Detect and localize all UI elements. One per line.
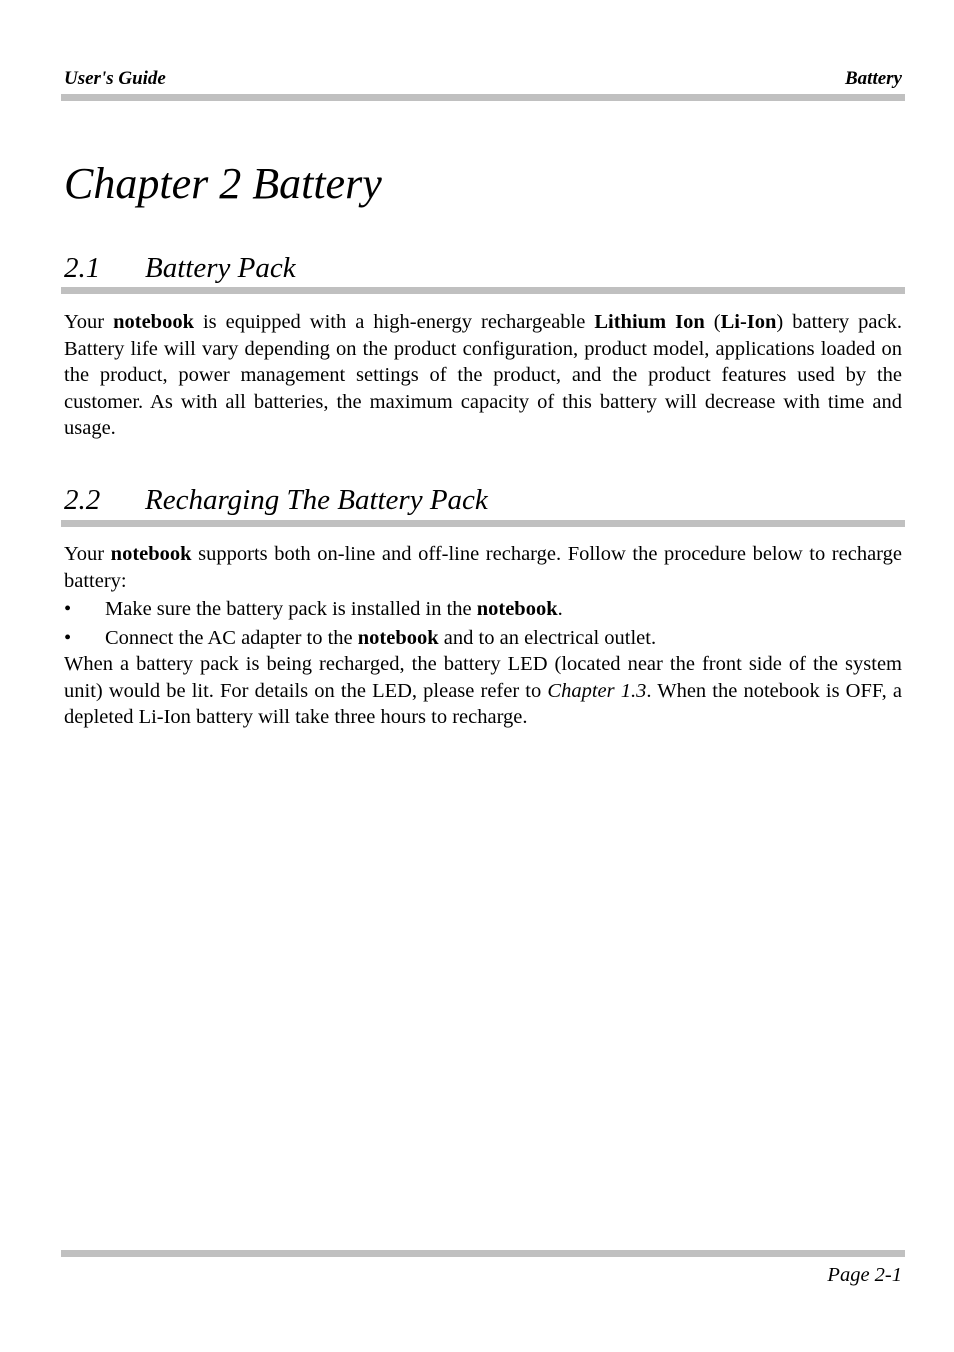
- page-number: Page 2-1: [827, 1264, 902, 1286]
- text-run: supports both on-line and off-line recharge. Follow the procedure below to recharge battery:: [64, 543, 902, 592]
- text-run: .: [557, 598, 563, 620]
- list-item-text: [105, 595, 563, 624]
- text-run: Your: [64, 543, 111, 565]
- text-run: . When the notebook is OFF, a depleted Li-Ion battery will take three hours to recharge.: [64, 679, 902, 729]
- text-run: is equipped with a high-energy rechargeable: [193, 311, 595, 333]
- recharge-intro-paragraph: [64, 541, 902, 594]
- section-number: 2.1: [64, 252, 101, 284]
- bold-term: notebook: [476, 598, 558, 620]
- section-heading-2-2: [64, 483, 902, 517]
- section-title: Recharging The Battery Pack: [145, 484, 488, 516]
- bold-term: Lithium Ion: [594, 311, 705, 333]
- section-title: Battery Pack: [145, 252, 296, 284]
- recharge-closing-paragraph: [64, 651, 902, 731]
- section-rule: [61, 287, 905, 294]
- footer-rule: [61, 1250, 905, 1257]
- text-run: (: [704, 311, 721, 333]
- bold-term: Li-Ion: [720, 311, 777, 333]
- bold-term: notebook: [113, 311, 194, 333]
- chapter-reference: Chapter 1.3: [547, 679, 647, 702]
- list-item: [64, 595, 902, 624]
- section-heading-2-1: [64, 251, 902, 285]
- text-run: and to an electrical outlet.: [438, 627, 657, 649]
- text-run: Make sure the battery pack is installed in the: [105, 598, 477, 620]
- text-run: ) battery pack. Battery life will vary depending on the product configuration, product model, applications loaded on the product, power management settings of the product, and the product features used by the customer. As with all batteries, the maximum capacity of this battery will decrease with time and usage.: [64, 311, 902, 440]
- header-right-title: Battery: [845, 68, 902, 89]
- text-run: Connect the AC adapter to the: [105, 627, 358, 649]
- section-rule: [61, 520, 905, 527]
- text-run: Your: [64, 311, 114, 333]
- section-number: 2.2: [64, 484, 101, 516]
- header-left-title: User's Guide: [64, 68, 166, 89]
- bullet-icon: •: [64, 627, 72, 649]
- bold-term: notebook: [110, 543, 192, 565]
- list-item: [64, 624, 902, 653]
- header-rule: [61, 94, 905, 101]
- battery-pack-paragraph: [64, 309, 902, 442]
- list-item-text: [105, 624, 656, 653]
- bullet-icon: •: [64, 598, 72, 620]
- recharge-steps-list: [64, 595, 902, 653]
- bold-term: notebook: [357, 627, 439, 649]
- chapter-title: Chapter 2 Battery: [64, 159, 382, 208]
- text-run: When a battery pack is being recharged, the battery LED (located near the front side of the system unit) would be lit. For details on the LED, please refer to: [64, 653, 902, 702]
- running-header: [64, 64, 902, 90]
